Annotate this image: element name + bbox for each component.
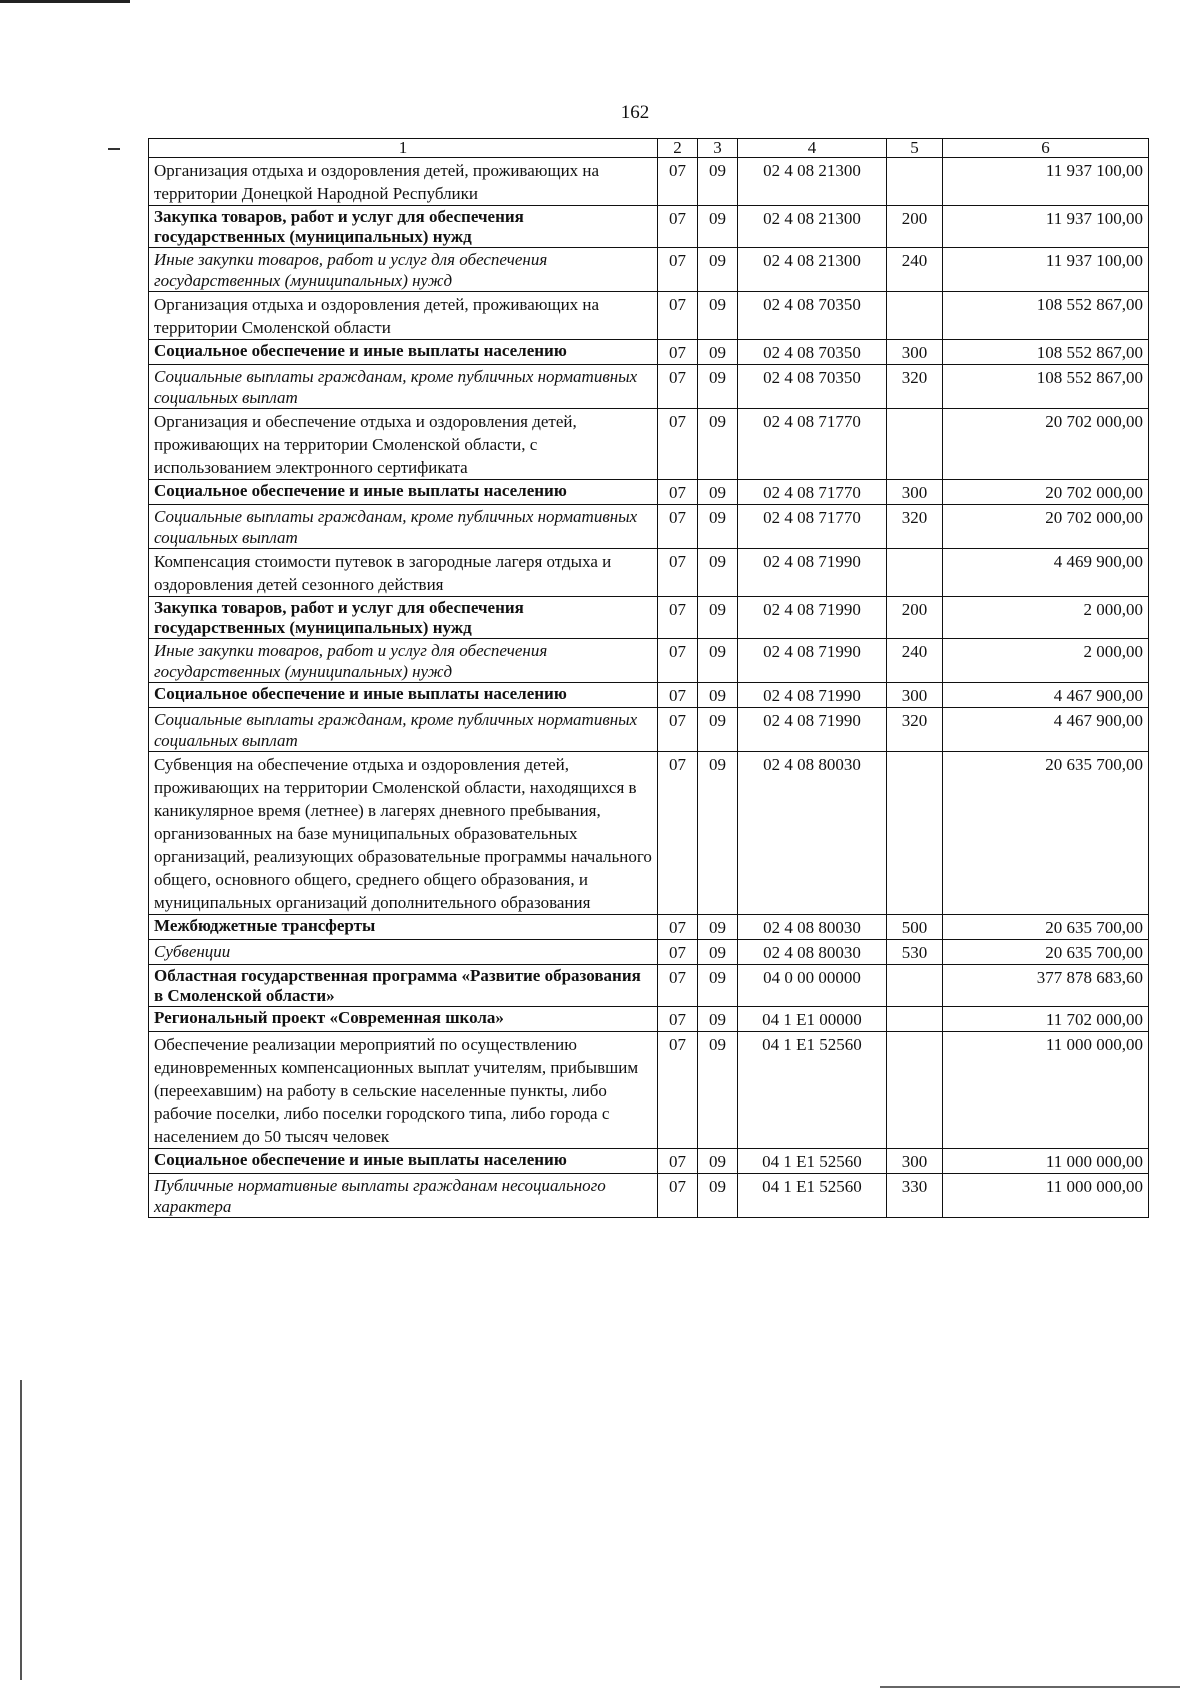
row-expense-type: 330 bbox=[887, 1174, 943, 1218]
row-name: Закупка товаров, работ и услуг для обеспечения государственных (муниципальных) нужд bbox=[149, 206, 658, 248]
row-subsection: 09 bbox=[698, 940, 738, 965]
row-subsection: 09 bbox=[698, 683, 738, 708]
table-row bbox=[149, 480, 1149, 505]
row-expense-type: 300 bbox=[887, 1149, 943, 1174]
table-row bbox=[149, 292, 1149, 340]
row-section: 07 bbox=[658, 409, 698, 480]
row-subsection: 09 bbox=[698, 248, 738, 292]
row-expense-type: 500 bbox=[887, 915, 943, 940]
row-expense-type: 200 bbox=[887, 206, 943, 248]
row-amount: 4 467 900,00 bbox=[943, 683, 1149, 708]
row-subsection: 09 bbox=[698, 965, 738, 1007]
row-amount: 20 635 700,00 bbox=[943, 915, 1149, 940]
header-row bbox=[149, 139, 1149, 158]
row-name: Организация отдыха и оздоровления детей, проживающих на территории Донецкой Народной Республики bbox=[149, 158, 658, 206]
row-section: 07 bbox=[658, 505, 698, 549]
row-expense-type bbox=[887, 752, 943, 915]
row-amount: 11 937 100,00 bbox=[943, 206, 1149, 248]
row-section: 07 bbox=[658, 549, 698, 597]
row-amount: 2 000,00 bbox=[943, 639, 1149, 683]
row-name: Компенсация стоимости путевок в загородные лагеря отдыха и оздоровления детей сезонного действия bbox=[149, 549, 658, 597]
row-name: Социальные выплаты гражданам, кроме публичных нормативных социальных выплат bbox=[149, 365, 658, 409]
row-amount: 11 000 000,00 bbox=[943, 1149, 1149, 1174]
table-row bbox=[149, 340, 1149, 365]
row-name: Публичные нормативные выплаты гражданам несоциального характера bbox=[149, 1174, 658, 1218]
table-row bbox=[149, 549, 1149, 597]
row-amount: 11 937 100,00 bbox=[943, 158, 1149, 206]
row-expense-type: 300 bbox=[887, 480, 943, 505]
row-amount: 20 702 000,00 bbox=[943, 505, 1149, 549]
header-col-2: 2 bbox=[658, 139, 698, 158]
row-name: Иные закупки товаров, работ и услуг для обеспечения государственных (муниципальных) нужд bbox=[149, 248, 658, 292]
row-subsection: 09 bbox=[698, 292, 738, 340]
row-section: 07 bbox=[658, 248, 698, 292]
row-section: 07 bbox=[658, 597, 698, 639]
row-expense-type bbox=[887, 292, 943, 340]
header-col-3: 3 bbox=[698, 139, 738, 158]
row-section: 07 bbox=[658, 206, 698, 248]
row-target-article: 02 4 08 70350 bbox=[738, 292, 887, 340]
table-row bbox=[149, 1174, 1149, 1218]
row-section: 07 bbox=[658, 915, 698, 940]
budget-table bbox=[148, 138, 1149, 1218]
row-expense-type bbox=[887, 965, 943, 1007]
row-target-article: 02 4 08 21300 bbox=[738, 206, 887, 248]
row-section: 07 bbox=[658, 683, 698, 708]
row-target-article: 04 1 E1 00000 bbox=[738, 1007, 887, 1032]
row-name: Социальные выплаты гражданам, кроме публичных нормативных социальных выплат bbox=[149, 505, 658, 549]
table-row bbox=[149, 248, 1149, 292]
row-section: 07 bbox=[658, 752, 698, 915]
row-subsection: 09 bbox=[698, 158, 738, 206]
row-amount: 11 702 000,00 bbox=[943, 1007, 1149, 1032]
table-row bbox=[149, 708, 1149, 752]
table-row bbox=[149, 915, 1149, 940]
row-section: 07 bbox=[658, 1149, 698, 1174]
row-section: 07 bbox=[658, 639, 698, 683]
row-name: Иные закупки товаров, работ и услуг для обеспечения государственных (муниципальных) нужд bbox=[149, 639, 658, 683]
row-amount: 4 467 900,00 bbox=[943, 708, 1149, 752]
row-expense-type: 300 bbox=[887, 340, 943, 365]
row-target-article: 04 1 E1 52560 bbox=[738, 1032, 887, 1149]
row-expense-type: 320 bbox=[887, 505, 943, 549]
row-target-article: 02 4 08 71990 bbox=[738, 708, 887, 752]
row-target-article: 04 1 E1 52560 bbox=[738, 1174, 887, 1218]
row-target-article: 02 4 08 71990 bbox=[738, 549, 887, 597]
row-subsection: 09 bbox=[698, 365, 738, 409]
row-section: 07 bbox=[658, 292, 698, 340]
page-number: 162 bbox=[620, 102, 650, 123]
row-target-article: 04 1 E1 52560 bbox=[738, 1149, 887, 1174]
row-amount: 20 635 700,00 bbox=[943, 940, 1149, 965]
row-section: 07 bbox=[658, 940, 698, 965]
header-col-1: 1 bbox=[149, 139, 658, 158]
row-expense-type bbox=[887, 158, 943, 206]
row-section: 07 bbox=[658, 1032, 698, 1149]
row-target-article: 02 4 08 80030 bbox=[738, 915, 887, 940]
table-row bbox=[149, 683, 1149, 708]
table-row bbox=[149, 409, 1149, 480]
row-subsection: 09 bbox=[698, 752, 738, 915]
row-expense-type: 200 bbox=[887, 597, 943, 639]
row-expense-type: 320 bbox=[887, 708, 943, 752]
row-amount: 377 878 683,60 bbox=[943, 965, 1149, 1007]
row-target-article: 02 4 08 21300 bbox=[738, 248, 887, 292]
row-name: Социальное обеспечение и иные выплаты населению bbox=[149, 340, 658, 365]
row-target-article: 02 4 08 71990 bbox=[738, 597, 887, 639]
table-row bbox=[149, 597, 1149, 639]
row-subsection: 09 bbox=[698, 480, 738, 505]
row-name: Организация отдыха и оздоровления детей, проживающих на территории Смоленской области bbox=[149, 292, 658, 340]
header-col-4: 4 bbox=[738, 139, 887, 158]
row-subsection: 09 bbox=[698, 409, 738, 480]
row-subsection: 09 bbox=[698, 1174, 738, 1218]
table-body bbox=[149, 158, 1149, 1218]
row-target-article: 02 4 08 70350 bbox=[738, 340, 887, 365]
row-expense-type: 240 bbox=[887, 248, 943, 292]
row-target-article: 02 4 08 21300 bbox=[738, 158, 887, 206]
row-target-article: 02 4 08 80030 bbox=[738, 752, 887, 915]
row-name: Организация и обеспечение отдыха и оздоровления детей, проживающих на территории Смоленской области, с использованием электронного сертификата bbox=[149, 409, 658, 480]
row-target-article: 04 0 00 00000 bbox=[738, 965, 887, 1007]
row-amount: 2 000,00 bbox=[943, 597, 1149, 639]
row-subsection: 09 bbox=[698, 1032, 738, 1149]
row-amount: 20 702 000,00 bbox=[943, 409, 1149, 480]
row-section: 07 bbox=[658, 340, 698, 365]
row-target-article: 02 4 08 80030 bbox=[738, 940, 887, 965]
margin-dash bbox=[108, 148, 120, 150]
row-amount: 4 469 900,00 bbox=[943, 549, 1149, 597]
row-name: Субвенция на обеспечение отдыха и оздоровления детей, проживающих на территории Смоленской области, находящихся в каникулярное время (летнее) в лагерях дневного пребывания, организованных на базе муниципальных образовательных организаций, реализующих образовательные программы начального общего, основного общего, среднего общего образования, и муниципальных организаций дополнительного образования bbox=[149, 752, 658, 915]
row-target-article: 02 4 08 70350 bbox=[738, 365, 887, 409]
table-row bbox=[149, 365, 1149, 409]
row-expense-type bbox=[887, 549, 943, 597]
row-name: Областная государственная программа «Развитие образования в Смоленской области» bbox=[149, 965, 658, 1007]
row-target-article: 02 4 08 71770 bbox=[738, 409, 887, 480]
row-target-article: 02 4 08 71770 bbox=[738, 480, 887, 505]
row-target-article: 02 4 08 71990 bbox=[738, 683, 887, 708]
row-section: 07 bbox=[658, 1174, 698, 1218]
row-section: 07 bbox=[658, 365, 698, 409]
table-row bbox=[149, 158, 1149, 206]
row-section: 07 bbox=[658, 480, 698, 505]
row-name: Обеспечение реализации мероприятий по осуществлению единовременных компенсационных выплат учителям, прибывшим (переехавшим) на работу в сельские населенные пункты, либо рабочие поселки, либо поселки городского типа, либо города с населением до 50 тысяч человек bbox=[149, 1032, 658, 1149]
scan-edge-top bbox=[0, 0, 130, 3]
row-section: 07 bbox=[658, 1007, 698, 1032]
row-name: Социальное обеспечение и иные выплаты населению bbox=[149, 1149, 658, 1174]
row-expense-type bbox=[887, 1007, 943, 1032]
row-amount: 20 702 000,00 bbox=[943, 480, 1149, 505]
row-amount: 108 552 867,00 bbox=[943, 365, 1149, 409]
row-subsection: 09 bbox=[698, 597, 738, 639]
row-target-article: 02 4 08 71990 bbox=[738, 639, 887, 683]
row-amount: 11 000 000,00 bbox=[943, 1174, 1149, 1218]
scan-edge-left bbox=[20, 1380, 22, 1680]
row-subsection: 09 bbox=[698, 639, 738, 683]
table-row bbox=[149, 639, 1149, 683]
row-subsection: 09 bbox=[698, 549, 738, 597]
row-amount: 20 635 700,00 bbox=[943, 752, 1149, 915]
row-name: Закупка товаров, работ и услуг для обеспечения государственных (муниципальных) нужд bbox=[149, 597, 658, 639]
row-subsection: 09 bbox=[698, 206, 738, 248]
row-section: 07 bbox=[658, 965, 698, 1007]
table-row bbox=[149, 505, 1149, 549]
row-amount: 11 937 100,00 bbox=[943, 248, 1149, 292]
row-target-article: 02 4 08 71770 bbox=[738, 505, 887, 549]
row-amount: 11 000 000,00 bbox=[943, 1032, 1149, 1149]
row-name: Субвенции bbox=[149, 940, 658, 965]
row-amount: 108 552 867,00 bbox=[943, 340, 1149, 365]
row-subsection: 09 bbox=[698, 1149, 738, 1174]
row-name: Социальные выплаты гражданам, кроме публичных нормативных социальных выплат bbox=[149, 708, 658, 752]
row-name: Региональный проект «Современная школа» bbox=[149, 1007, 658, 1032]
row-section: 07 bbox=[658, 158, 698, 206]
row-expense-type: 240 bbox=[887, 639, 943, 683]
row-expense-type bbox=[887, 1032, 943, 1149]
row-subsection: 09 bbox=[698, 1007, 738, 1032]
row-subsection: 09 bbox=[698, 915, 738, 940]
table-row bbox=[149, 1032, 1149, 1149]
table-row bbox=[149, 206, 1149, 248]
row-subsection: 09 bbox=[698, 505, 738, 549]
table-row bbox=[149, 1007, 1149, 1032]
scan-edge-bottom bbox=[880, 1686, 1180, 1688]
header-col-5: 5 bbox=[887, 139, 943, 158]
table-row bbox=[149, 752, 1149, 915]
table-row bbox=[149, 940, 1149, 965]
row-expense-type bbox=[887, 409, 943, 480]
row-name: Социальное обеспечение и иные выплаты населению bbox=[149, 480, 658, 505]
header-col-6: 6 bbox=[943, 139, 1149, 158]
row-name: Социальное обеспечение и иные выплаты населению bbox=[149, 683, 658, 708]
row-name: Межбюджетные трансферты bbox=[149, 915, 658, 940]
row-amount: 108 552 867,00 bbox=[943, 292, 1149, 340]
row-subsection: 09 bbox=[698, 708, 738, 752]
row-expense-type: 530 bbox=[887, 940, 943, 965]
row-expense-type: 300 bbox=[887, 683, 943, 708]
row-subsection: 09 bbox=[698, 340, 738, 365]
row-expense-type: 320 bbox=[887, 365, 943, 409]
row-section: 07 bbox=[658, 708, 698, 752]
table-row bbox=[149, 965, 1149, 1007]
table-row bbox=[149, 1149, 1149, 1174]
